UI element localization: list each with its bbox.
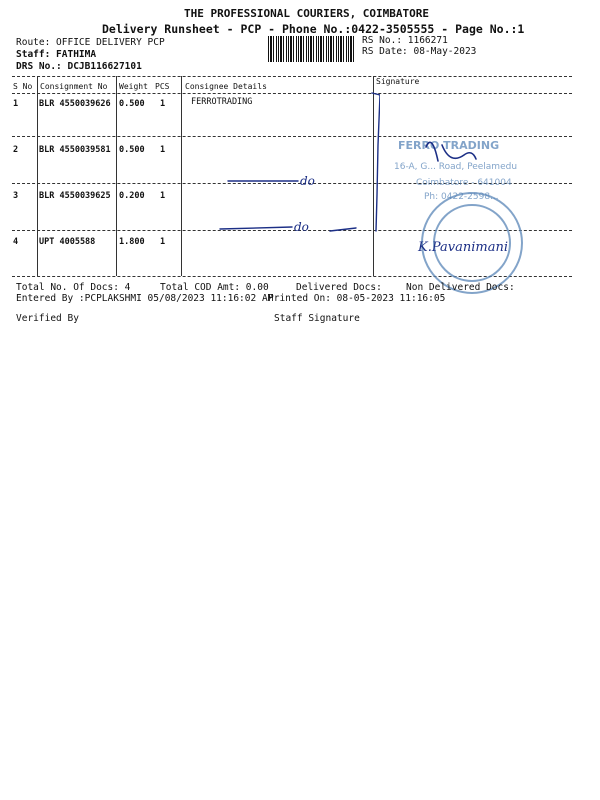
stamp-signature: K.Pavanimani <box>418 240 508 255</box>
row-weight: 0.500 <box>119 99 145 109</box>
staff-signature: Staff Signature <box>274 313 360 324</box>
row-sno: 2 <box>13 145 19 155</box>
company-stamp <box>380 135 565 295</box>
row-weight: 0.500 <box>119 145 145 155</box>
ditto-mark-2: do <box>294 220 309 234</box>
row-consignment: BLR 4550039626 <box>39 99 111 109</box>
stamp-line-3: Coimbatore - 641004 <box>416 178 512 188</box>
col-sno: S No <box>13 82 33 91</box>
non-delivered-docs: Non Delivered Docs: <box>406 282 515 293</box>
total-docs: Total No. Of Docs: 4 <box>16 282 131 293</box>
row-weight: 1.800 <box>119 237 145 247</box>
drs-number: DRS No.: DCJB116627101 <box>16 61 142 72</box>
delivered-docs: Delivered Docs: <box>296 282 382 293</box>
row-consignment: UPT 4005588 <box>39 237 96 247</box>
col-weight: Weight <box>119 82 148 91</box>
table-top-rule <box>12 76 572 77</box>
rs-number: RS No.: 1166271 <box>362 35 448 46</box>
row-sno: 1 <box>13 99 19 109</box>
entered-by: Entered By :PCPLAKSHMI 05/08/2023 11:16:02 AM <box>16 293 274 304</box>
row-consignee: FERROTRADING <box>191 97 253 107</box>
row-consignment: BLR 4550039581 <box>39 145 111 155</box>
stamp-line-1: FERRO TRADING <box>398 139 500 152</box>
stamp-line-2: 16-A, G... Road, Peelamedu <box>394 162 518 172</box>
route-label: Route: OFFICE DELIVERY PCP <box>16 37 165 48</box>
verified-by: Verified By <box>16 313 79 324</box>
col-pcs: PCS <box>155 82 170 91</box>
row-sno: 4 <box>13 237 19 247</box>
row-consignment: BLR 4550039625 <box>39 191 111 201</box>
handwritten-marks <box>180 85 380 245</box>
company-title: THE PROFESSIONAL COURIERS, COIMBATORE <box>184 7 430 20</box>
row-pcs: 1 <box>160 191 166 201</box>
col-divider <box>37 76 38 276</box>
col-consignee: Consignee Details <box>185 82 267 91</box>
barcode-image <box>268 36 356 62</box>
col-signature: Signature <box>376 77 420 86</box>
stamp-line-4: Ph: 0422-2598... <box>424 192 499 202</box>
col-divider <box>116 76 117 276</box>
row-pcs: 1 <box>160 237 166 247</box>
row-sno: 3 <box>13 191 19 201</box>
rs-date: RS Date: 08-May-2023 <box>362 46 477 57</box>
row-pcs: 1 <box>160 99 166 109</box>
staff-label: Staff: FATHIMA <box>16 49 97 60</box>
row-pcs: 1 <box>160 145 166 155</box>
col-consignment: Consignment No <box>40 82 108 91</box>
printed-on: Printed On: 08-05-2023 11:16:05 <box>268 293 446 304</box>
runsheet-title: Delivery Runsheet - PCP - Phone No.:0422-3505555 - Page No.:1 <box>102 22 525 36</box>
ditto-mark-1: do <box>300 174 315 188</box>
row-weight: 0.200 <box>119 191 145 201</box>
total-cod: Total COD Amt: 0.00 <box>160 282 269 293</box>
